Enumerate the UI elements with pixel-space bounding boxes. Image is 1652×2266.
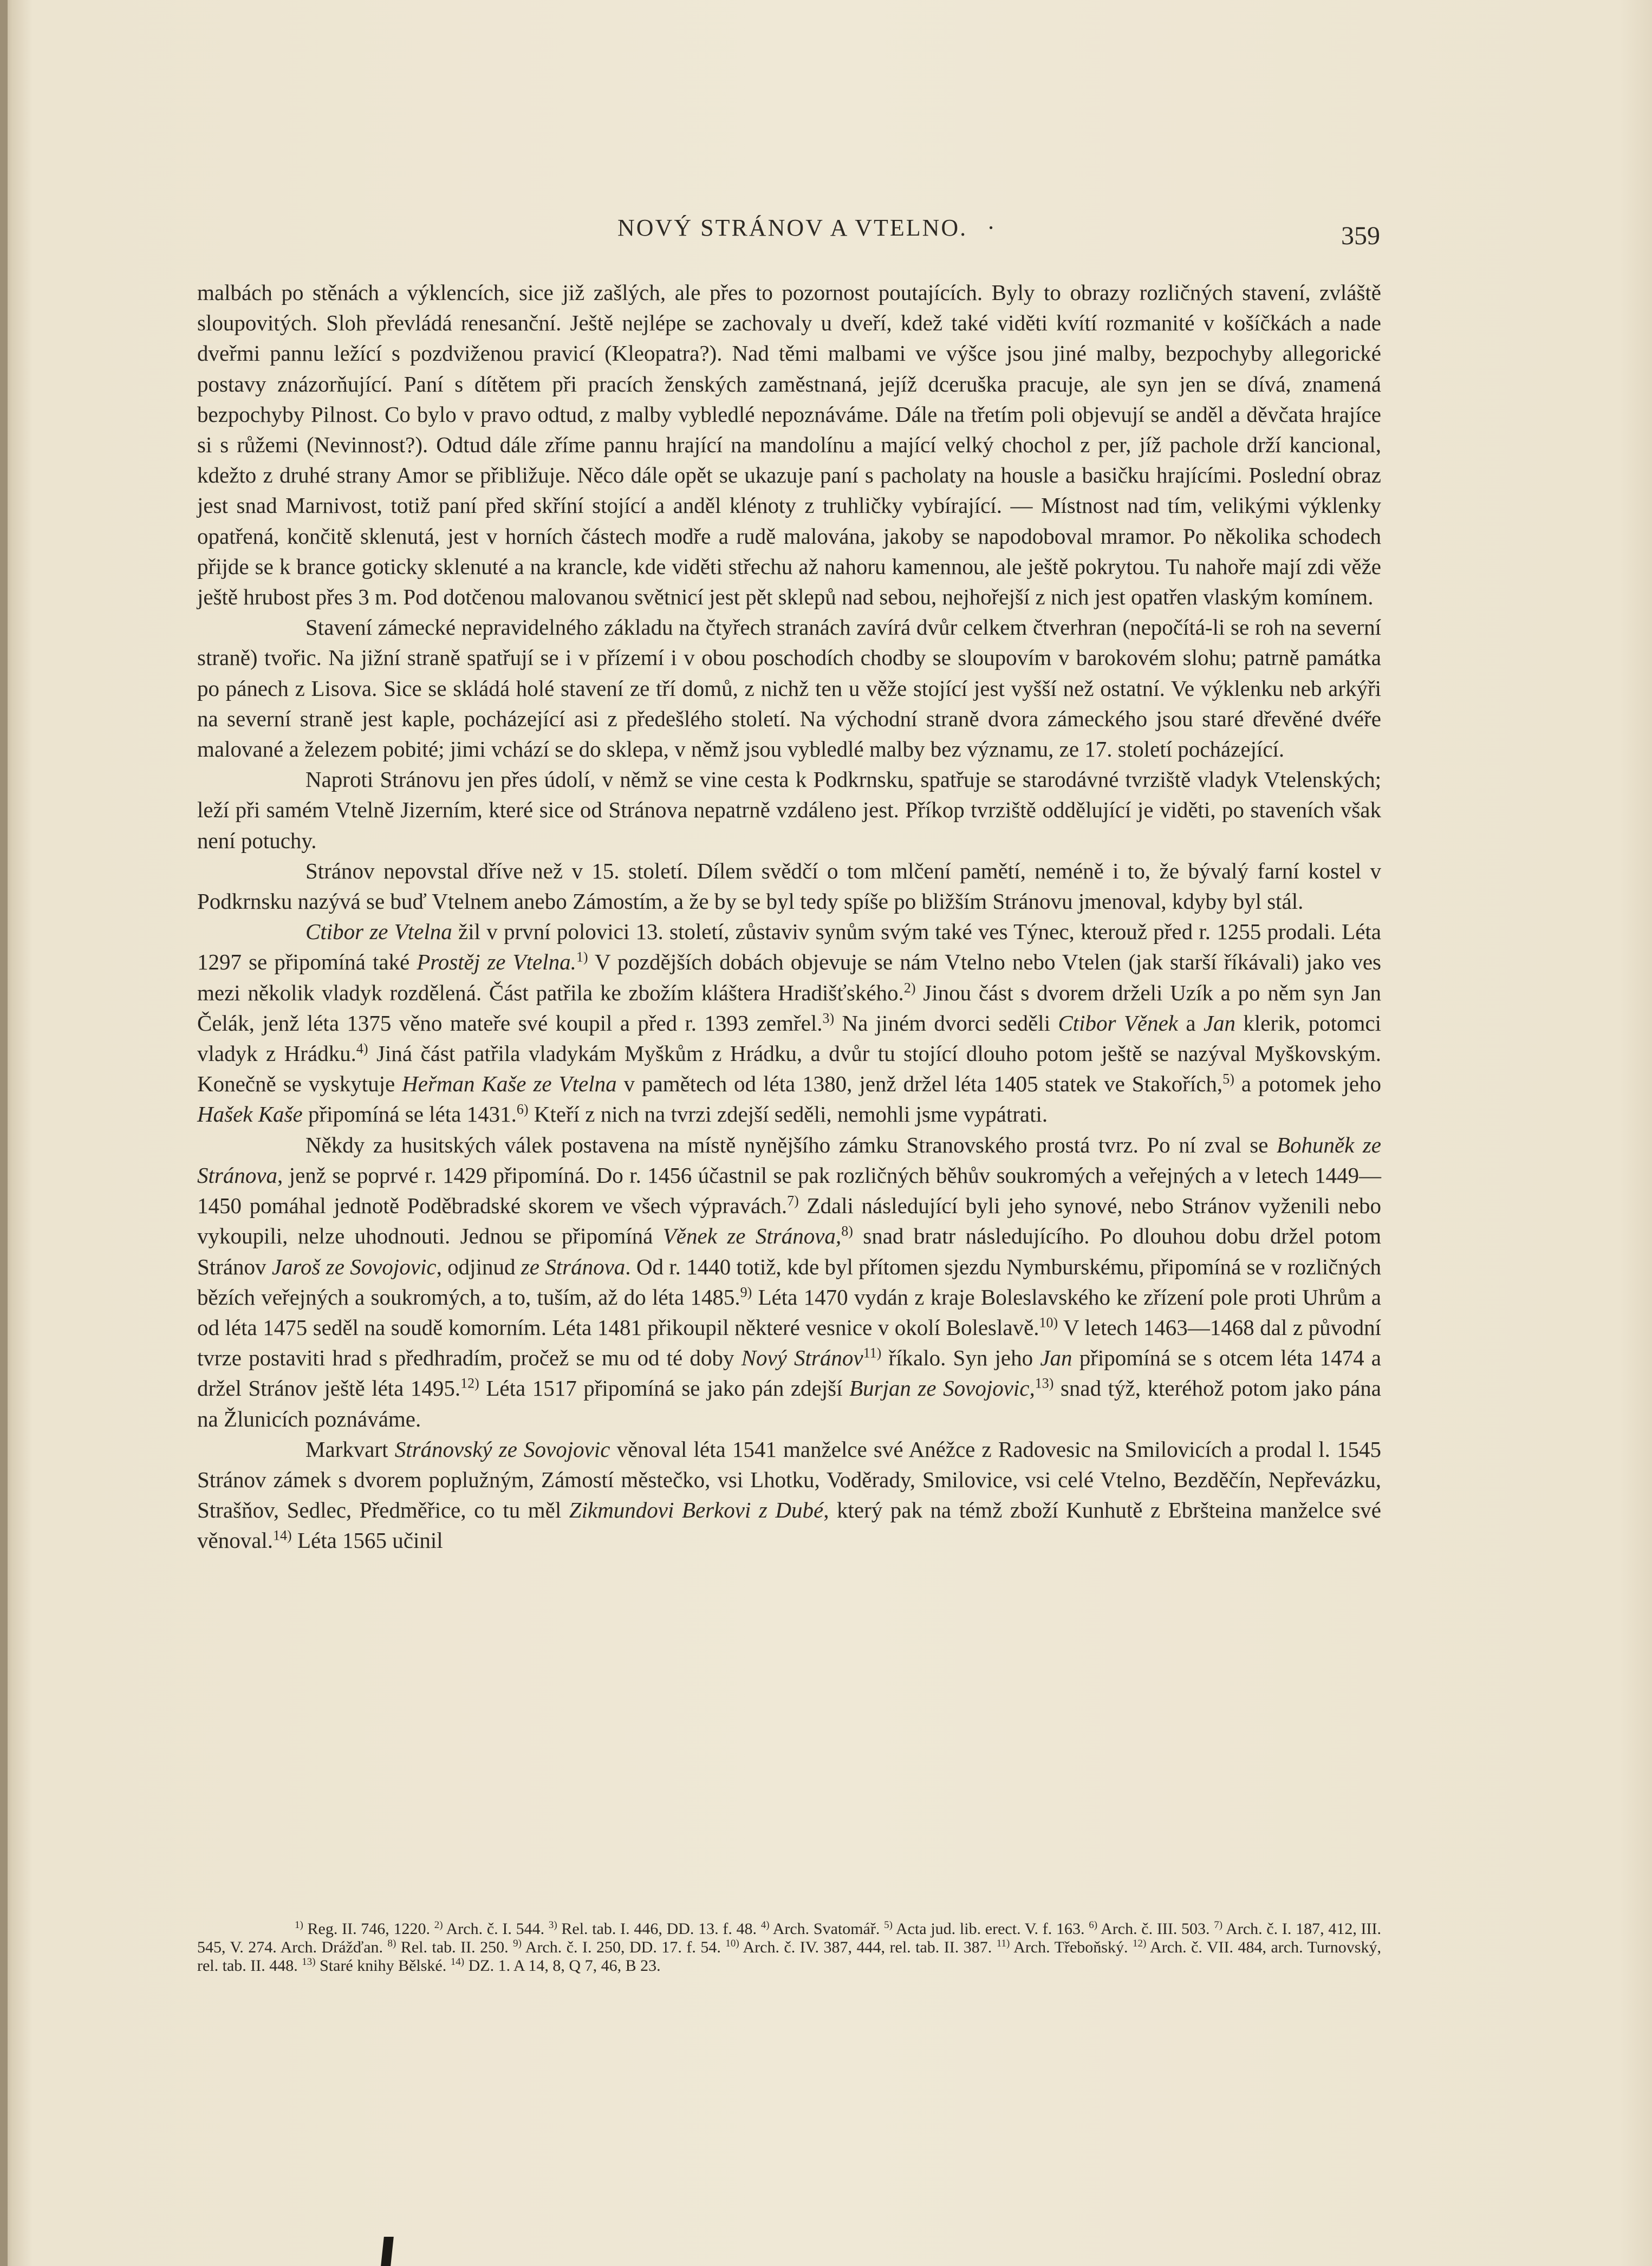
footnote-ref: 5)	[1222, 1071, 1234, 1087]
text-run: snad týž, kteréhož potom jako pána na Žlunicích poznáváme.	[197, 1376, 1381, 1431]
text-run: Arch. č. I. 187, 412, III. 545, V. 274. Arch. Drážďan.	[197, 1920, 1382, 1956]
text-run: Zdali následující byli jeho synové, nebo Stránov vyženili nebo vykoupili, nelze uhodnouti. Jednou se připomíná	[197, 1193, 1381, 1249]
footnote-ref: 10)	[1039, 1314, 1058, 1331]
text-run: Stavení zámecké nepravidelného základu na čtyřech stranách zavírá dvůr celkem čtverhran (nepočítá-li se roh na severní straně) tvořic. Na jižní straně spatřují se i v přízemí i v obou poschodích chodby se sloupovím v barokovém slohu; patrně památka po pánech z Lisova. Sice se skládá holé stavení ze tří domů, z nichž ten u věže stojící jest vyšší než ostatní. Ve výklenku neb arkýři na severní straně jest kaple, pocházející asi z předešlého století. Na východní straně dvora zámeckého jsou staré dřevěné dvéře malované a železem pobité; jimi vchází se do sklepa, v němž jsou vybledlé malby bez významu, ze 17. století pocházející.	[197, 615, 1381, 762]
text-run: Rel. tab. I. 446, DD. 13. f. 48.	[557, 1920, 761, 1938]
footnote-ref: 5)	[884, 1919, 893, 1931]
italic-name: Jan	[1203, 1010, 1236, 1036]
footnote-ref: 7)	[787, 1193, 799, 1209]
footnote-ref: 6)	[516, 1101, 529, 1117]
footnote-ref: 14)	[450, 1956, 465, 1968]
text-run: V letech 1463—1468 dal z původní tvrze postaviti hrad s předhradím, pročež se mu od té doby	[197, 1314, 1382, 1371]
text-run: v pamětech od léta 1380, jenž držel léta 1405 statek ve Stakořích,	[616, 1071, 1223, 1097]
footnote-ref: 12)	[460, 1375, 479, 1391]
footnote-ref: 3)	[822, 1010, 835, 1026]
footnote-ref: 6)	[1089, 1919, 1098, 1931]
italic-name: Ctibor Věnek	[1058, 1010, 1178, 1036]
running-title: NOVÝ STRÁNOV A VTELNO.	[617, 214, 968, 241]
text-run: Kteří z nich na tvrzi zdejší seděli, nemohli jsme vypátrati.	[528, 1102, 1048, 1127]
italic-name: Zikmundovi Berkovi z Dubé	[569, 1497, 824, 1523]
footnote-ref: 12)	[1132, 1938, 1147, 1949]
text-run: Jiná část patřila vladykám Myškům z Hrádku, a dvůr tu stojící dlouho potom ještě se nazýval Myškovským. Konečně se vyskytuje	[197, 1041, 1382, 1097]
text-run: Na jiném dvorci seděli	[834, 1010, 1058, 1036]
text-run: říkalo. Syn jeho	[881, 1345, 1040, 1371]
paragraph	[197, 916, 1381, 1129]
italic-name: Hašek Kaše	[197, 1102, 303, 1127]
text-run: připomíná se s otcem léta 1474 a držel Stránov ještě léta 1495.	[197, 1345, 1381, 1401]
text-run: Arch. Svatomář.	[769, 1920, 884, 1938]
paragraph	[197, 764, 1381, 856]
page-binding-edge	[0, 0, 8, 2266]
main-text	[197, 277, 1381, 1556]
text-run: Naproti Stránovu jen přes údolí, v němž se vine cesta k Podkrnsku, spatřuje se starodávné tvrziště vladyk Vtelenských; leží při samém Vtelně Jizerním, které sice od Stránova nepatrně vzdáleno jest. Příkop tvrziště oddělující je viděti, po staveních však není potuchy.	[197, 767, 1381, 853]
header-dot: ·	[987, 214, 997, 241]
text-run: . Od r. 1440 totiž, kde byl přítomen sjezdu Nymburskému, připomíná se v rozličných bězích veřejných a soukromých, a to, tuším, až do léta 1485.	[197, 1254, 1381, 1310]
text-run: , který pak na témž zboží Kunhutě z Ebršteina manželce své věnoval.	[197, 1497, 1381, 1553]
footnote-ref: 2)	[434, 1919, 443, 1931]
text-run: připomíná se léta 1431.	[302, 1102, 517, 1127]
footnote-ref: 1)	[295, 1919, 303, 1931]
paragraph	[197, 856, 1381, 916]
italic-name: Ctibor ze Vtelna	[305, 919, 452, 945]
text-run: Arch. č. VII. 484, arch. Turnovský, rel. tab. II. 448.	[197, 1938, 1381, 1975]
footnote-ref: 7)	[1214, 1919, 1223, 1931]
footnote-ref: 14)	[273, 1527, 292, 1544]
footnote-block	[197, 1920, 1381, 1975]
paragraph	[197, 612, 1381, 764]
text-run: Arch. Třeboňský.	[1010, 1938, 1133, 1956]
footnote-ref: 2)	[903, 980, 916, 996]
footnote-ref: 10)	[725, 1938, 739, 1949]
text-run: Léta 1565 učinil	[291, 1528, 443, 1553]
text-run: žil v první polovici 13. století, zůstaviv synům svým také ves Týnec, kterouž před r. 1255 prodali. Léta 1297 se připomíná také	[197, 919, 1381, 975]
footnote-ref: 9)	[740, 1284, 752, 1300]
text-run: Arch. č. IV. 387, 444, rel. tab. II. 387.	[739, 1938, 997, 1956]
text-run: V pozdějších dobách objevuje se nám Vtelno nebo Vtelen (jak starší říkávali) jako ves mezi několik vladyk rozdělená. Část patřila ke zbožím kláštera Hradišťského.	[197, 949, 1381, 1005]
text-run: Léta 1470 vydán z kraje Boleslavského ke zřízení pole proti Uhrům a od léta 1475 seděl na soudě komorním. Léta 1481 přikoupil některé vesnice v okolí Boleslavě.	[197, 1284, 1382, 1340]
paragraph	[197, 1130, 1381, 1434]
footnote-ref: 13)	[302, 1956, 316, 1968]
italic-name: Burjan ze Sovojovic,	[849, 1376, 1035, 1401]
text-run: Někdy za husitských válek postavena na místě nynějšího zámku Stranovského prostá tvrz. Po ní zval se	[305, 1132, 1277, 1157]
italic-name: Bohuněk ze Stránova	[197, 1132, 1382, 1188]
footnote-ref: 1)	[576, 949, 588, 965]
scan-mark	[381, 2237, 394, 2266]
italic-name: Věnek ze Stránova,	[662, 1223, 842, 1249]
footnote-ref: 9)	[513, 1938, 522, 1949]
text-run: Rel. tab. II. 250.	[396, 1938, 513, 1956]
text-run: Markvart	[305, 1436, 395, 1462]
text-run: Acta jud. lib. erect. V. f. 163.	[892, 1920, 1089, 1938]
footnotes	[197, 1920, 1381, 1975]
footnote-ref: 11)	[863, 1345, 882, 1361]
text-run: Léta 1517 připomíná se jako pán zdejší	[479, 1376, 850, 1401]
text-run: věnoval léta 1541 manželce své Anéžce z Radovesic na Smilovicích a prodal l. 1545 Stránov zámek s dvorem poplužným, Zámostí městečko, vsi Lhotku, Voděrady, Smilovice, vsi celé Vtelno, Bezděčín, Nepřevázku, Strašňov, Sedlec, Předměřice, co tu měl	[197, 1436, 1381, 1523]
footnote-ref: 8)	[841, 1223, 853, 1239]
text-run: Reg. II. 746, 1220.	[303, 1920, 434, 1938]
page-number: 359	[1341, 222, 1380, 250]
paragraph	[197, 1434, 1381, 1556]
text-run: malbách po stěnách a výklencích, sice již zašlých, ale přes to pozornost poutajících. Byly to obrazy rozličných stavení, zvláště sloupovitých. Sloh převládá renesanční. Ještě nejlépe se zachovaly u dveří, kdež také viděti kvítí rozmanité v košíčkách a nade dveřmi pannu ležící s pozdviženou pravicí (Kleopatra?). Nad těmi malbami ve výšce jsou jiné malby, bezpochyby allegorické postavy znázorňující. Paní s dítětem při pracích ženských zaměstnaná, jejíž dceruška pracuje, ale syn jen se dívá, znamená bezpochyby Pilnost. Co bylo v pravo odtud, z malby vybledlé nepoznáváme. Dále na třetím poli objevují se anděl a děvčata hrajíce si s růžemi (Nevinnost?). Odtud dále zříme pannu hrající na mandolínu a mající velký chochol z per, jíž pachole drží kancional, kdežto z druhé strany Amor se přibližuje. Něco dále opět se ukazuje paní s pacholaty na housle a basičku hrajícími. Poslední obraz jest snad Marnivost, totiž paní před skříní stojící a anděl klénoty z truhličky vybírající. — Místnost nad tím, velikými výklenky opatřená, končitě sklenutá, jest v horních částech modře a rudě malována, jakoby se napodoboval mramor. Po několika schodech přijde se k brance goticky sklenuté a na krancle, kde viděti střechu až nahoru kamennou, ale ještě pokrytou. Tu nahoře mají zdi věže ještě hrubost přes 3 m. Pod dotčenou malovanou světnicí jest pět sklepů nad sebou, nejhořejší z nich jest opatřen vlaským komínem.	[197, 280, 1381, 610]
footnote-ref: 4)	[356, 1040, 368, 1057]
italic-name: Jaroš ze Sovojovic	[271, 1254, 437, 1279]
footnote-ref: 8)	[387, 1938, 396, 1949]
text-run: klerik, potomci vladyk z Hrádku.	[197, 1010, 1381, 1066]
italic-name: Prostěj ze Vtelna.	[417, 949, 576, 975]
italic-name: Stránovský ze Sovojovic	[394, 1436, 610, 1462]
text-run: DZ. 1. A 14, 8, Q 7, 46, B 23.	[464, 1957, 661, 1975]
running-header	[617, 214, 997, 242]
italic-name: Heřman Kaše ze Vtelna	[402, 1071, 617, 1097]
footnote-ref: 4)	[760, 1919, 770, 1931]
text-run: a potomek jeho	[1234, 1071, 1381, 1097]
text-run: , odjinud	[436, 1254, 521, 1279]
text-run: , jenž se poprvé r. 1429 připomíná. Do r. 1456 účastnil se pak rozličných běhův soukromých a veřejných a v letech 1449—1450 pomáhal jednotě Poděbradské skorem ve všech výpravách.	[197, 1162, 1381, 1219]
text-run: Staré knihy Bělské.	[315, 1957, 451, 1975]
text-run: Arch. č. I. 544.	[443, 1920, 549, 1938]
footnote-ref: 11)	[996, 1938, 1010, 1949]
italic-name: Nový Stránov	[741, 1345, 863, 1371]
footnote-ref: 3)	[548, 1919, 557, 1931]
italic-name: Jan	[1040, 1345, 1072, 1371]
text-run: a	[1178, 1010, 1204, 1036]
footnote-ref: 13)	[1035, 1375, 1054, 1391]
italic-name: ze Stránova	[521, 1254, 626, 1279]
text-run: Arch. č. I. 250, DD. 17. f. 54.	[521, 1938, 726, 1956]
text-run: Arch. č. III. 503.	[1097, 1920, 1214, 1938]
paragraph	[197, 277, 1381, 612]
text-run: Jinou část s dvorem drželi Uzík a po něm syn Jan Čelák, jenž léta 1375 věno mateře své koupil a před r. 1393 zemřel.	[197, 980, 1381, 1036]
text-run: Stránov nepovstal dříve než v 15. století. Dílem svědčí o tom mlčení pamětí, neméně i to, že bývalý farní kostel v Podkrnsku nazývá se buď Vtelnem anebo Zámostím, a že by se byl tedy spíše po bližším Stránovu jmenoval, kdyby byl stál.	[197, 858, 1381, 914]
text-run: snad bratr následujícího. Po dlouhou dobu držel potom Stránov	[197, 1223, 1381, 1279]
